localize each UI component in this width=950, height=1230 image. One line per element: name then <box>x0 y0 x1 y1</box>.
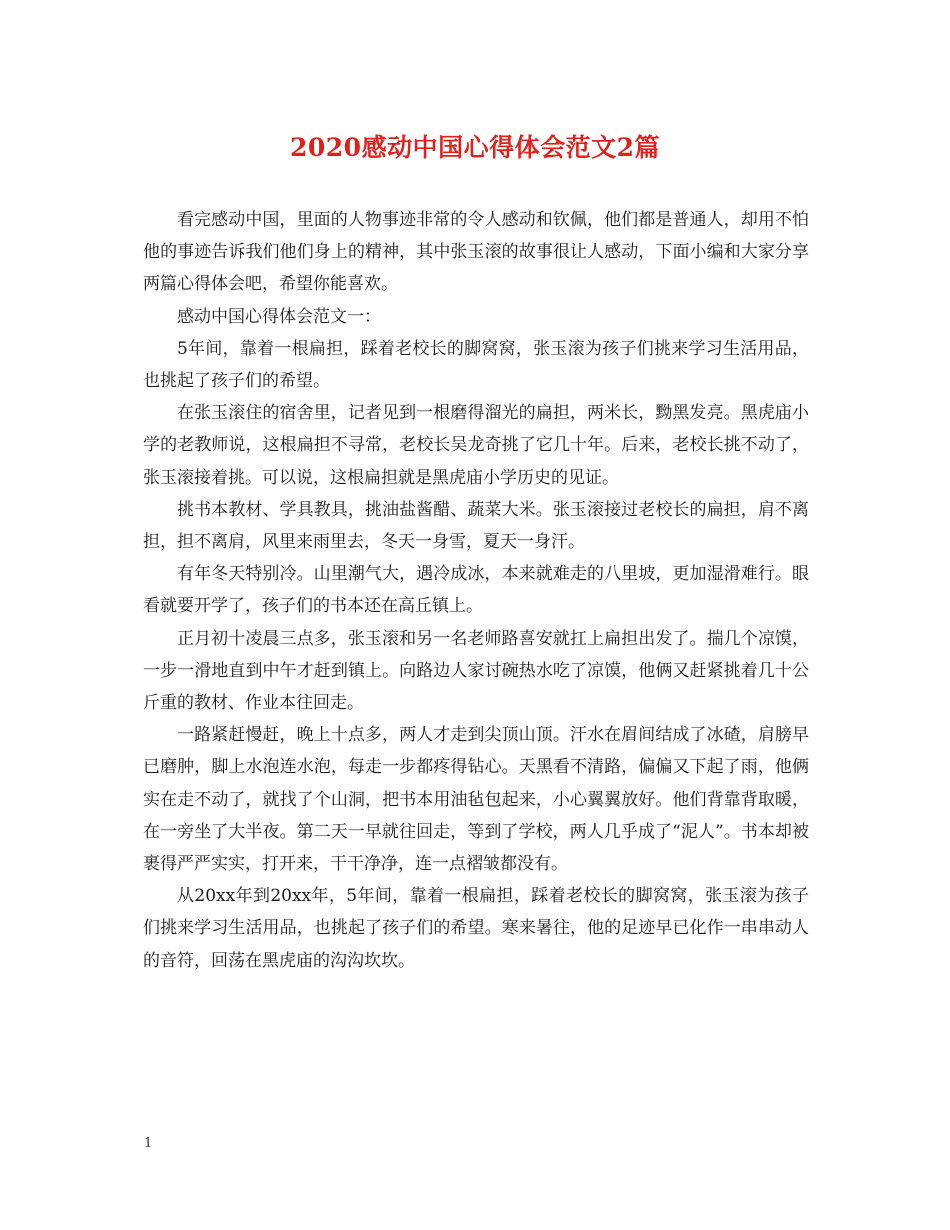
paragraph: 正月初十凌晨三点多，张玉滚和另一名老师路喜安就扛上扁担出发了。揣几个凉馍，一步一滑地直到中午才赶到镇上。向路边人家讨碗热水吃了凉馍，他俩又赶紧挑着几十公斤重的教材、作业本往回走。 <box>143 628 809 714</box>
paragraph-section-heading: 感动中国心得体会范文一： <box>177 306 381 327</box>
paragraph: 在张玉滚住的宿舍里，记者见到一根磨得溜光的扁担，两米长，黝黑发亮。黑虎庙小学的老教师说，这根扁担不寻常，老校长吴龙奇挑了它几十年。后来，老校长挑不动了，张玉滚接着挑。可以说，这根扁担就是黑虎庙小学历史的见证。 <box>143 403 809 488</box>
paragraph: 5年间，靠着一根扁担，踩着老校长的脚窝窝，张玉滚为孩子们挑来学习生活用品，也挑起了孩子们的希望。 <box>143 338 809 392</box>
document-body <box>143 204 809 977</box>
paragraph-intro: 看完感动中国，里面的人物事迹非常的令人感动和钦佩，他们都是普通人，却用不怕他的事迹告诉我们他们身上的精神，其中张玉滚的故事很让人感动，下面小编和大家分享两篇心得体会吧，希望你能喜欢。 <box>143 210 809 295</box>
page-number: 1 <box>144 1136 153 1151</box>
paragraph: 从20xx年到20xx年，5年间，靠着一根扁担，踩着老校长的脚窝窝，张玉滚为孩子们挑来学习生活用品，也挑起了孩子们的希望。寒来暑往，他的足迹早已化作一串串动人的音符，回荡在黑虎庙的沟沟坎坎。 <box>143 886 809 971</box>
paragraph: 一路紧赶慢赶，晚上十点多，两人才走到尖顶山顶。汗水在眉间结成了冰碴，肩膀早已磨肿，脚上水泡连水泡，每走一步都疼得钻心。天黑看不清路，偏偏又下起了雨，他俩实在走不动了，就找了个山洞，把书本用油毡包起来，小心翼翼放好。他们背靠背取暖，在一旁坐了大半夜。第二天一早就往回走，等到了学校，两人几乎成了“泥人”。书本却被裹得严严实实，打开来，干干净净，连一点褶皱都没有。 <box>143 725 809 875</box>
document-title: 2020感动中国心得体会范文2篇 <box>290 133 660 162</box>
paragraph: 有年冬天特别冷。山里潮气大，遇冷成冰，本来就难走的八里坡，更加湿滑难行。眼看就要开学了，孩子们的书本还在高丘镇上。 <box>143 564 809 617</box>
paragraph: 挑书本教材、学具教具，挑油盐酱醋、蔬菜大米。张玉滚接过老校长的扁担，肩不离担，担不离肩，风里来雨里去，冬天一身雪，夏天一身汗。 <box>143 499 809 553</box>
